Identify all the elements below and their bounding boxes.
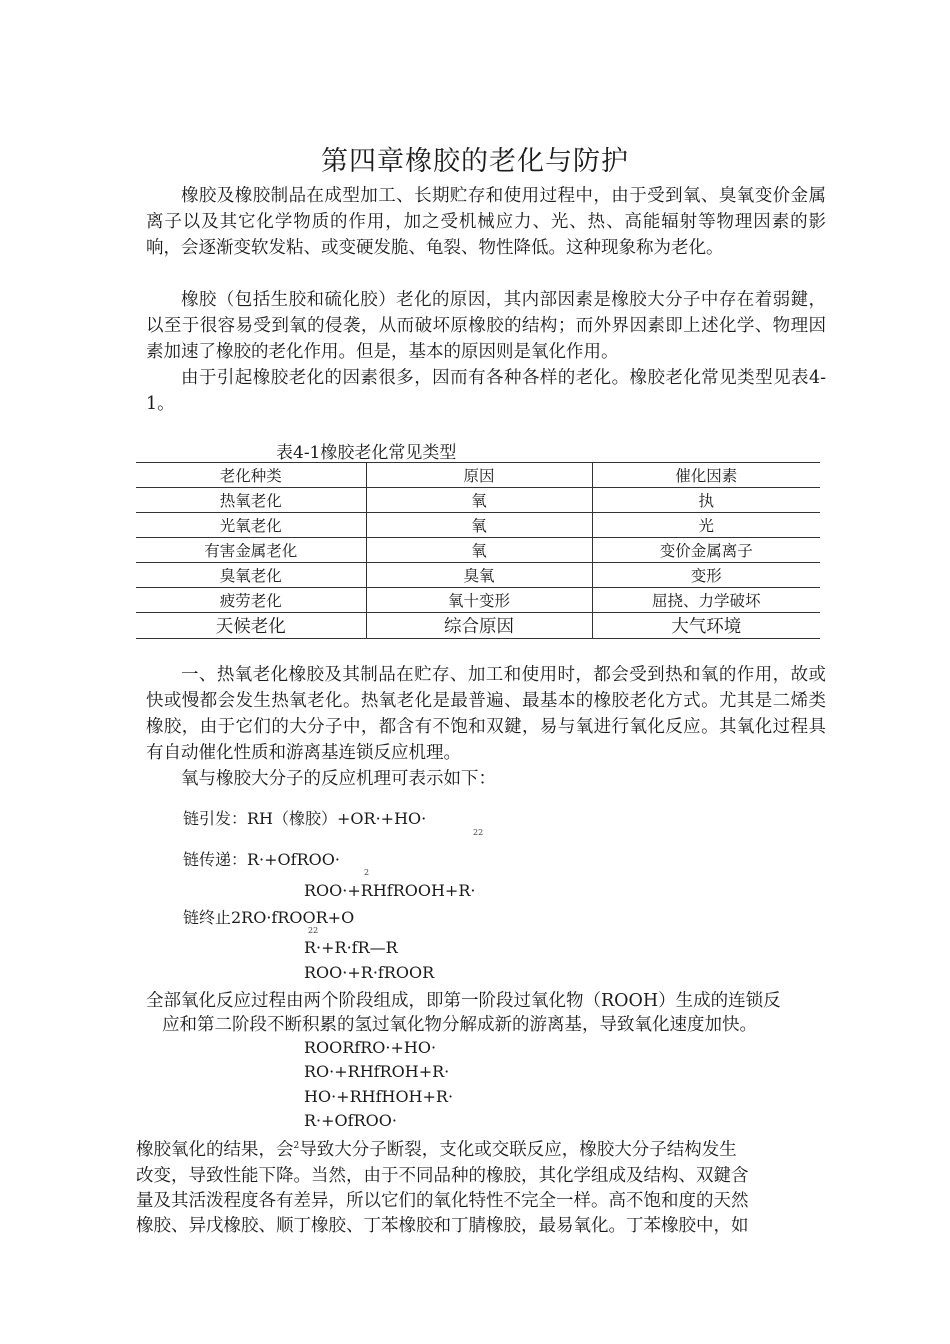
table-cell: 氧	[366, 513, 592, 538]
table-row	[136, 488, 820, 513]
table-cell: 屈挠、力学破坏	[592, 588, 820, 613]
result-line-4: 橡胶、异戊橡胶、顺丁橡胶、丁苯橡胶和丁腈橡胶，最易氧化。丁苯橡胶中，如	[136, 1216, 749, 1236]
result-line-1-text: 橡胶氧化的结果，会	[136, 1140, 294, 1160]
table-cell: 臭氧	[366, 563, 592, 588]
table-cell: 热氧老化	[136, 488, 366, 513]
table-row	[136, 588, 820, 613]
result-subscript: 2	[293, 1141, 300, 1152]
table-cell: 氧	[366, 488, 592, 513]
chain-termination-1: 链终止2RO·fROOR+O	[183, 908, 355, 927]
intro-paragraph-2: 橡胶（包括生胶和硫化胶）老化的原因，其内部因素是橡胶大分子中存在着弱鍵，以至于很容易受到氧的侵袭，从而破坏原橡胶的结构；而外界因素即上述化学、物理因素加速了橡胶的老化作用。但是，基本的原因则是氧化作用。	[146, 290, 826, 362]
header-catalyst: 催化因素	[592, 463, 820, 488]
propagation-subscript: 2	[364, 868, 370, 877]
decomposition-step-4: R·+OfROO·	[304, 1111, 397, 1130]
table-cell: 臭氧老化	[136, 563, 366, 588]
summary-line-1: 全部氧化反应过程由两个阶段组成，即第一阶段过氧化物（ROOH）生成的连锁反	[146, 991, 781, 1011]
decomposition-step-1: ROORfRO·+HO·	[304, 1038, 437, 1057]
aging-types-table	[136, 462, 820, 639]
table-cell: 光氧老化	[136, 513, 366, 538]
chain-propagation-1: 链传递：R·+OfROO·	[183, 850, 340, 869]
summary-line-2: 应和第二阶段不断积累的氢过氧化物分解成新的游离基，导致氧化速度加快。	[162, 1015, 757, 1035]
header-cause: 原因	[366, 463, 592, 488]
table-header-row	[136, 463, 820, 488]
table-cell: 大气环境	[592, 613, 820, 639]
thermal-oxygen-aging-paragraph: 一、热氧老化橡胶及其制品在贮存、加工和使用时，都会受到热和氧的作用，故或快或慢都会发生热氧老化。热氧老化是最普遍、最基本的橡胶老化方式。尤其是二烯类橡胶，由于它们的大分子中，都含有不饱和双鍵，易与氧进行氧化反应。其氧化过程具有自动催化性质和游离基连锁反应机理。	[146, 665, 826, 763]
decomposition-step-3: HO·+RHfHOH+R·	[304, 1087, 454, 1106]
table-cell: 氧十变形	[366, 588, 592, 613]
table-row	[136, 613, 820, 639]
table-row	[136, 538, 820, 563]
termination-subscript: 22	[308, 926, 319, 935]
table-cell: 综合原因	[366, 613, 592, 639]
initiation-subscript: 22	[473, 828, 484, 837]
header-aging-type: 老化种类	[136, 463, 366, 488]
result-line-2: 改变，导致性能下降。当然，由于不同品种的橡胶，其化学组成及结构、双鍵含	[136, 1166, 749, 1186]
intro-paragraph-3: 由于引起橡胶老化的因素很多，因而有各种各样的老化。橡胶老化常见类型见表4-1。	[146, 368, 826, 414]
page-title: 第四章橡胶的老化与防护	[321, 146, 629, 177]
table-cell: 变价金属离子	[592, 538, 820, 563]
chain-termination-3: ROO·+R·fROOR	[304, 963, 435, 982]
table-cell: 变形	[592, 563, 820, 588]
table-cell: 氧	[366, 538, 592, 563]
table-cell: 光	[592, 513, 820, 538]
table-cell: 疲劳老化	[136, 588, 366, 613]
result-line-1	[136, 1136, 737, 1161]
intro-paragraph-1: 橡胶及橡胶制品在成型加工、长期贮存和使用过程中，由于受到氧、臭氧变价金属离子以及其它化学物质的作用，加之受机械应力、光、热、高能辐射等物理因素的影响，会逐渐变软发粘、或变硬发脆、龟裂、物性降低。这种现象称为老化。	[146, 186, 826, 258]
table-cell: 天候老化	[136, 613, 366, 639]
chain-termination-2: R·+R·fR—R	[304, 938, 398, 957]
result-line-1-continued: 导致大分子断裂，支化或交联反应，橡胶大分子结构发生	[299, 1140, 737, 1160]
mechanism-intro-paragraph: 氧与橡胶大分子的反应机理可表示如下：	[181, 769, 496, 789]
table-row	[136, 513, 820, 538]
table-row	[136, 563, 820, 588]
result-line-3: 量及其活泼程度各有差异，所以它们的氧化特性不完全一样。高不饱和度的天然	[136, 1191, 749, 1211]
chain-propagation-2: ROO·+RHfROOH+R·	[304, 881, 476, 900]
table-cell: 执	[592, 488, 820, 513]
chain-initiation: 链引发：RH（橡胶）+OR·+HO·	[183, 809, 427, 828]
table-caption: 表4-1橡胶老化常见类型	[276, 443, 457, 463]
table-cell: 有害金属老化	[136, 538, 366, 563]
decomposition-step-2: RO·+RHfROH+R·	[304, 1062, 450, 1081]
